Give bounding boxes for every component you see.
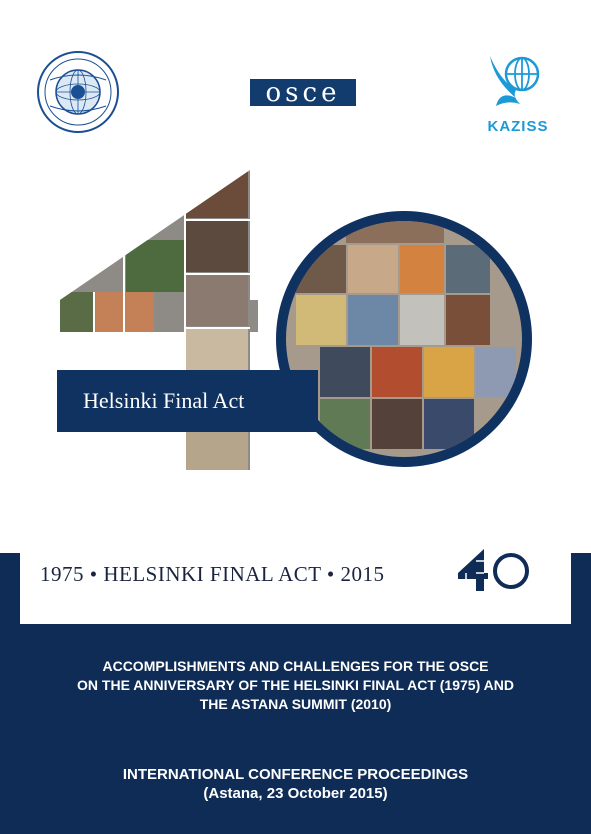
accomplishments-line-3: THE ASTANA SUMMIT (2010) <box>199 696 392 712</box>
osce-logo-text: osce <box>265 77 341 108</box>
accomplishments-line-2: ON THE ANNIVERSARY OF THE HELSINKI FINAL ACT (1975) AND <box>77 677 514 693</box>
helsinki-final-act-banner <box>57 370 318 432</box>
forty-photo-collage <box>0 150 591 510</box>
kaziss-logo-text: KAZISS <box>487 118 549 135</box>
proceedings-line-2: (Astana, 23 October 2015) <box>203 785 388 802</box>
banner-title: Helsinki Final Act <box>83 388 245 413</box>
osce-logo <box>250 79 356 106</box>
forty-emblem-icon <box>456 547 532 593</box>
conference-proceedings <box>0 765 591 803</box>
seal-logo-icon <box>36 50 120 134</box>
zero-photo-tiles <box>286 221 522 457</box>
proceedings-line-1: INTERNATIONAL CONFERENCE PROCEEDINGS <box>122 766 469 783</box>
header-logos <box>0 0 591 150</box>
accomplishments-line-1: ACCOMPLISHMENTS AND CHALLENGES FOR THE OSCE <box>102 658 489 674</box>
anniversary-strip-text: 1975 • HELSINKI FINAL ACT • 2015 <box>40 562 385 586</box>
accomplishments-title <box>0 657 591 714</box>
kaziss-globe-icon <box>486 50 546 110</box>
